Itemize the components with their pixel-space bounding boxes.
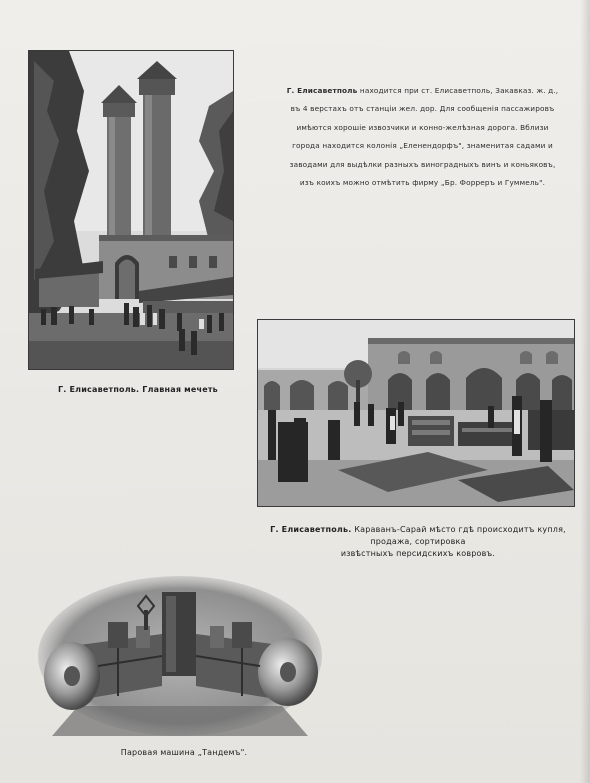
- caravanserai-caption: [253, 524, 583, 560]
- caravanserai-caption-line-2: извѣстныхъ персидскихъ ковровъ.: [340, 549, 496, 558]
- description-line-1: Г. Елисаветполь находится при ст. Елисаветполь, Закавказ. ж. д.,: [286, 86, 559, 95]
- description-line-5: заводами для выдѣлки разныхъ виноградныхъ винъ и коньяковъ,: [289, 159, 556, 169]
- mosque-photo: [28, 50, 234, 370]
- mosque-caption: Г. Елисаветполь. Главная мечеть: [58, 385, 218, 394]
- caravanserai-photo: [257, 319, 575, 507]
- caravanserai-caption-lead: Г. Елисаветполь.: [270, 525, 352, 534]
- mosque-illustration: [29, 51, 233, 369]
- steam-engine-caption: Паровая машина „Тандемъ".: [120, 748, 248, 757]
- description-text: [270, 82, 575, 192]
- description-line-2: въ 4 верстахъ отъ станціи жел. дор. Для сообщенія пассажировъ: [290, 104, 555, 114]
- description-line-3: имѣются хорошіе извозчики и конно-желѣзная дорога. Вблизи: [296, 122, 549, 132]
- steam-engine-illustration: [38, 576, 322, 736]
- page-edge-shadow: [580, 0, 590, 783]
- description-line-4: города находится колонія „Еленендорфъ", знаменитая садами и: [292, 141, 553, 151]
- steam-engine-photo: [38, 576, 322, 736]
- description-lead: Г. Елисаветполь: [286, 86, 358, 95]
- caravanserai-caption-line-1: Караванъ-Сарай мѣсто гдѣ происходитъ купля, продажа, сортировка: [354, 525, 566, 546]
- description-line-6: изъ коихъ можно отмѣтить фирму „Бр. Форреръ и Гуммель".: [299, 178, 546, 188]
- caravanserai-illustration: [258, 320, 574, 506]
